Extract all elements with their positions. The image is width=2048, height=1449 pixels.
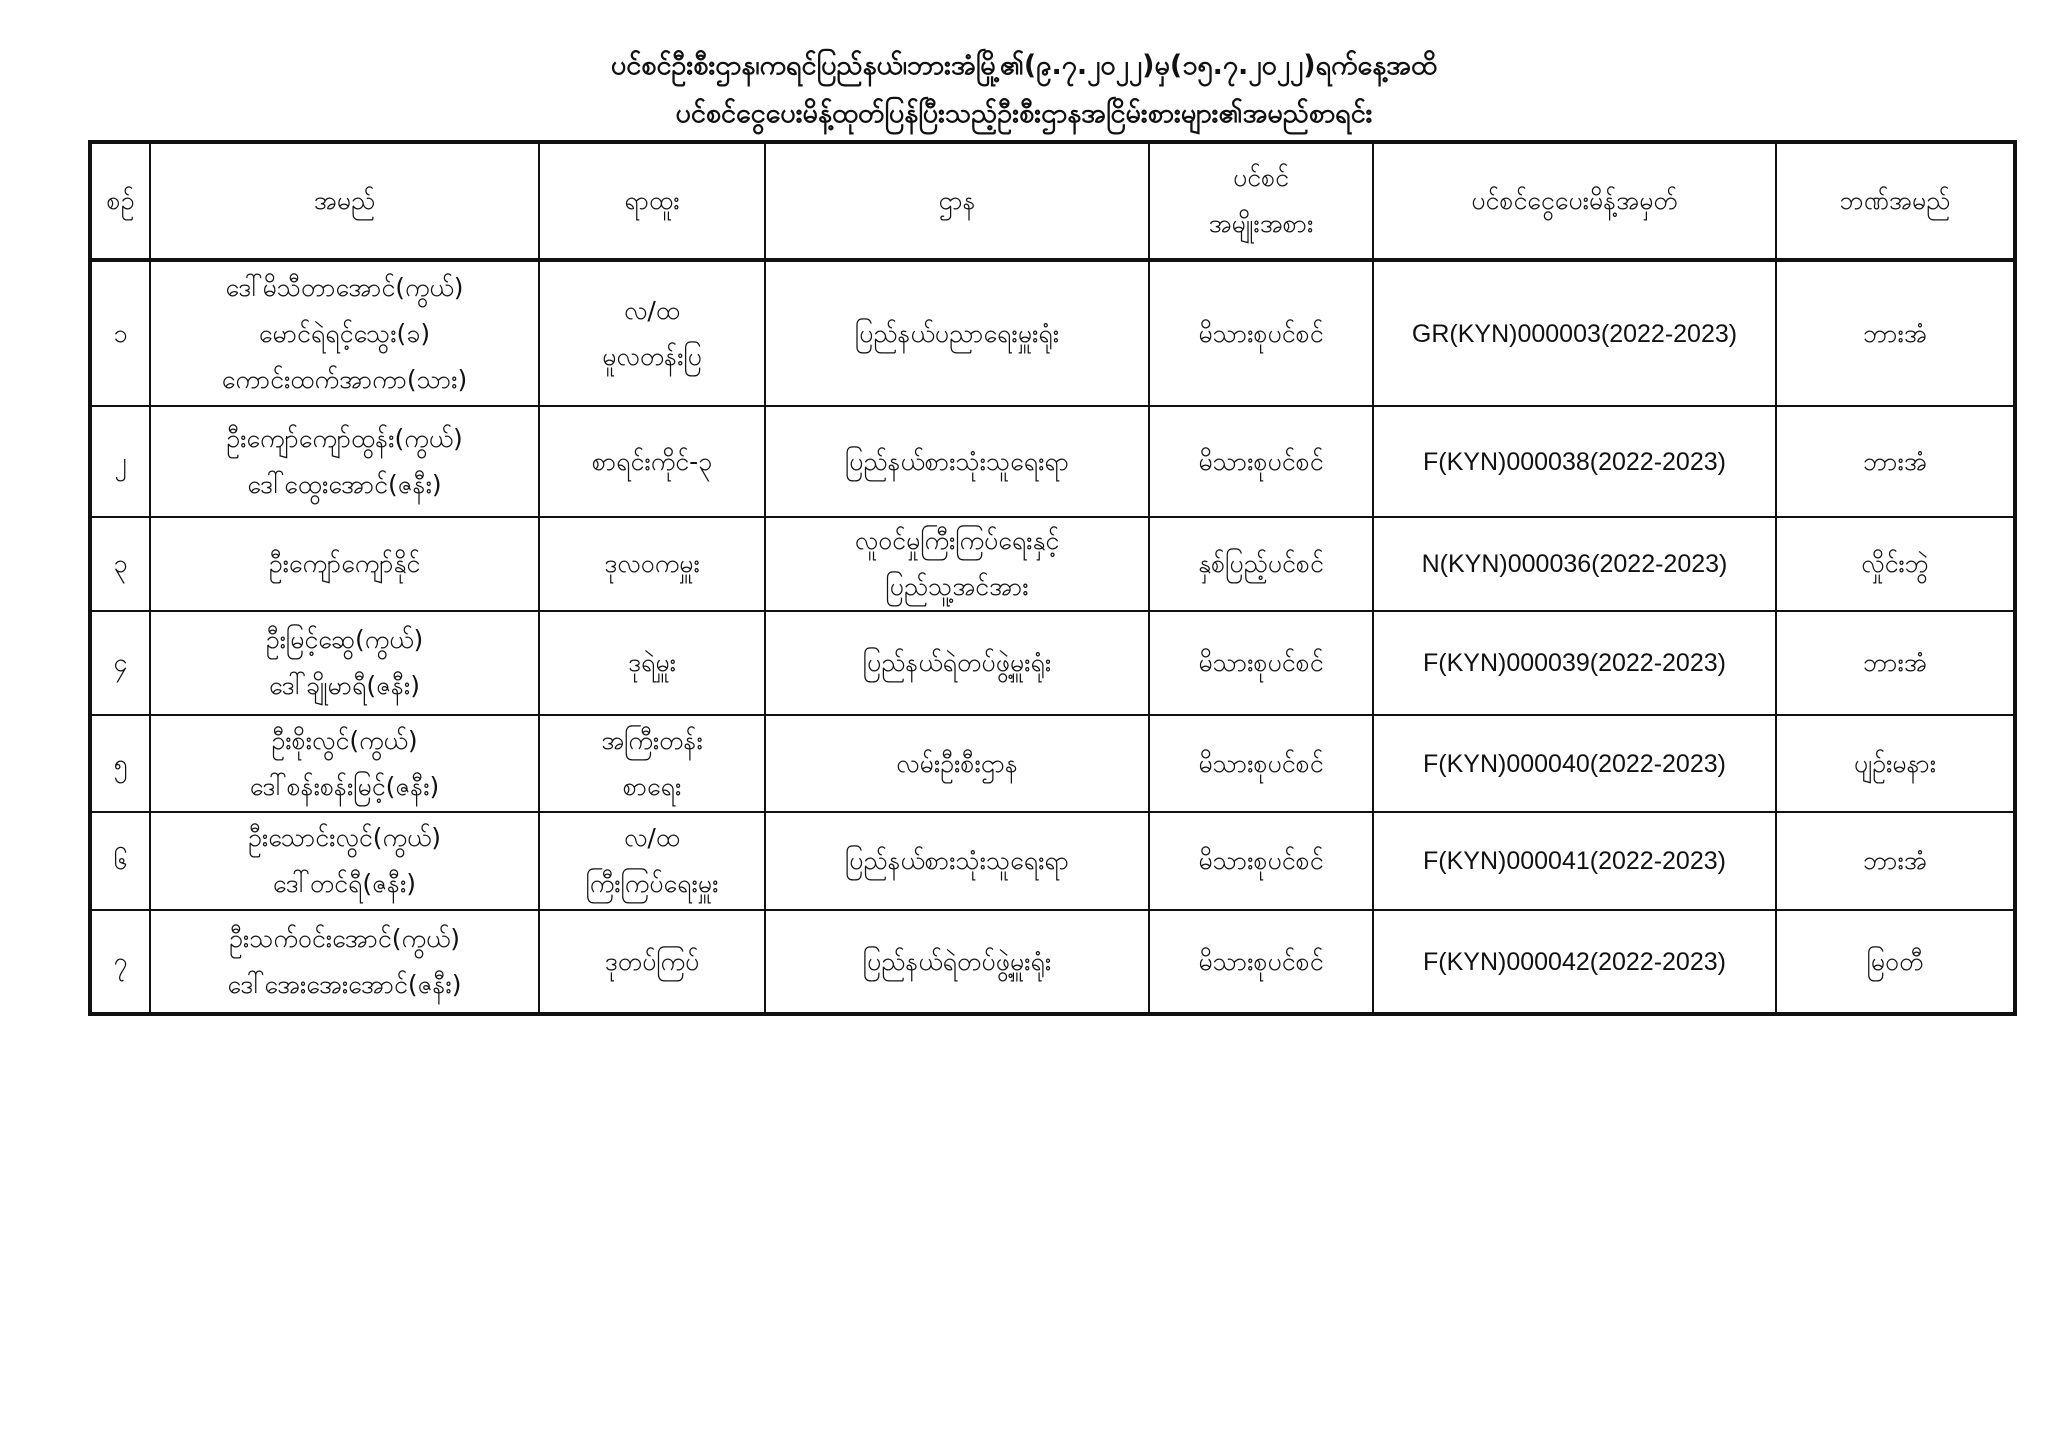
cell-rank: [539, 910, 765, 1014]
cell-name: [150, 910, 539, 1014]
cell-no: ၅: [90, 715, 150, 812]
cell-bank: ဘားအံ: [1776, 406, 2015, 517]
header-pension-type-line-1: ပင်စင်: [1232, 163, 1290, 192]
cell-name-line: ဦးသက်ဝင်းအောင်(ကွယ်): [228, 923, 461, 953]
cell-no: ၆: [90, 812, 150, 910]
cell-department: [765, 910, 1149, 1014]
cell-name: [150, 406, 539, 517]
cell-bank: လှိုင်းဘွဲ: [1776, 517, 2015, 611]
cell-department-line: ပြည်နယ်စားသုံးသူရေးရာ: [844, 446, 1070, 476]
cell-order-no: F(KYN)000039(2022-2023): [1373, 611, 1776, 715]
header-pension-type: [1149, 142, 1373, 260]
header-order-no: ပင်စင်ငွေပေးမိန့်အမှတ်: [1373, 142, 1776, 260]
table-row: [90, 910, 2015, 1014]
cell-pension-type: မိသားစုပင်စင်: [1149, 715, 1373, 812]
cell-rank-line: ဒုတပ်ကြပ်: [604, 946, 700, 976]
cell-department-line: ပြည်နယ်ပညာရေးမှူးရုံး: [854, 318, 1060, 348]
cell-name-line: ဒေါ်အေးအေးအောင်(ဇနီး): [227, 969, 462, 999]
table-row: [90, 715, 2015, 812]
cell-name-line: ကောင်းထက်အာကာ(သား): [221, 364, 468, 394]
cell-name-line: ဒေါ်စန်းစန်းမြင့်(ဇနီး): [249, 771, 440, 801]
cell-rank-line: စာရင်းကိုင်-၃: [591, 446, 713, 476]
document-title-line-1: ပင်စင်ဦးစီးဌာန၊ကရင်ပြည်နယ်၊ဘားအံမြို့၏(၉.၇.၂၀၂၂)မှ(၁၅.၇.၂၀၂၂)ရက်နေ့အထိ: [610, 50, 1438, 81]
cell-department-line: လူဝင်မှုကြီးကြပ်ရေးနှင့်: [854, 526, 1060, 555]
table-row: [90, 406, 2015, 517]
cell-rank-line: ကြီးကြပ်ရေးမှူး: [585, 869, 719, 898]
cell-rank: [539, 406, 765, 517]
cell-rank: [539, 715, 765, 812]
cell-rank-line: အကြီးတန်း: [601, 725, 703, 755]
cell-order-no: F(KYN)000038(2022-2023): [1373, 406, 1776, 517]
cell-no: ၂: [90, 406, 150, 517]
cell-rank-line: မူလတန်းပြ: [602, 341, 702, 371]
cell-name: [150, 611, 539, 715]
cell-order-no: F(KYN)000042(2022-2023): [1373, 910, 1776, 1014]
cell-pension-type: မိသားစုပင်စင်: [1149, 611, 1373, 715]
cell-pension-type: မိသားစုပင်စင်: [1149, 910, 1373, 1014]
cell-bank: ပျဉ်းမနား: [1776, 715, 2015, 812]
cell-department-line: ပြည်သူ့အင်အား: [885, 572, 1029, 601]
cell-rank: [539, 812, 765, 910]
cell-bank: ဘားအံ: [1776, 812, 2015, 910]
cell-pension-type: မိသားစုပင်စင်: [1149, 406, 1373, 517]
cell-name-line: မောင်ရဲရင့်သွေး(ခ): [258, 318, 431, 348]
cell-bank: ဘားအံ: [1776, 260, 2015, 406]
cell-rank-line: လ/ထ: [623, 295, 681, 325]
cell-order-no: F(KYN)000040(2022-2023): [1373, 715, 1776, 812]
cell-department: [765, 517, 1149, 611]
header-no: စဉ်: [90, 142, 150, 260]
cell-rank: [539, 260, 765, 406]
cell-department: [765, 260, 1149, 406]
table-header-row: [90, 142, 2015, 260]
cell-name: [150, 260, 539, 406]
cell-department-line: ပြည်နယ်ရဲတပ်ဖွဲ့မှူးရုံး: [862, 648, 1052, 677]
cell-rank: [539, 611, 765, 715]
cell-bank: မြဝတီ: [1776, 910, 2015, 1014]
header-name: အမည်: [150, 142, 539, 260]
cell-no: ၄: [90, 611, 150, 715]
cell-name-line: ဦးသောင်းလွင်(ကွယ်): [247, 823, 442, 852]
table-row: [90, 517, 2015, 611]
cell-rank-line: လ/ထ: [623, 823, 681, 852]
cell-department-line: လမ်းဦးစီးဌာန: [896, 748, 1018, 778]
cell-rank: [539, 517, 765, 611]
cell-rank-line: ဒုလဝကမှူး: [604, 549, 700, 578]
cell-name-line: ဒေါ်ထွေးအောင်(ဇနီး): [247, 469, 442, 499]
cell-name-line: ဒေါ်ချိုမာရီ(ဇနီး): [268, 671, 421, 700]
table-row: [90, 611, 2015, 715]
cell-department: [765, 611, 1149, 715]
cell-bank: ဘားအံ: [1776, 611, 2015, 715]
header-pension-type-line-2: အမျိုးအစား: [1208, 209, 1314, 238]
cell-name-line: ဦးမြင့်ဆွေ(ကွယ်): [265, 625, 424, 654]
cell-no: ၇: [90, 910, 150, 1014]
cell-name: [150, 715, 539, 812]
cell-rank-line: စာရေး: [622, 771, 682, 801]
pension-table: [88, 140, 2017, 1016]
cell-rank-line: ဒုရဲမှူး: [627, 648, 677, 677]
table-row: [90, 812, 2015, 910]
cell-name: [150, 812, 539, 910]
cell-no: ၁: [90, 260, 150, 406]
cell-department-line: ပြည်နယ်ရဲတပ်ဖွဲ့မှူးရုံး: [862, 946, 1052, 976]
cell-name: [150, 517, 539, 611]
cell-order-no: F(KYN)000041(2022-2023): [1373, 812, 1776, 910]
cell-pension-type: မိသားစုပင်စင်: [1149, 260, 1373, 406]
header-department: ဌာန: [765, 142, 1149, 260]
cell-no: ၃: [90, 517, 150, 611]
cell-department: [765, 715, 1149, 812]
cell-name-line: ဦးကျော်ကျော်ထွန်း(ကွယ်): [226, 423, 463, 453]
cell-name-line: ဒေါ်တင်ရီ(ဇနီး): [272, 869, 417, 898]
cell-department-line: ပြည်နယ်စားသုံးသူရေးရာ: [844, 846, 1070, 875]
cell-pension-type: မိသားစုပင်စင်: [1149, 812, 1373, 910]
cell-name-line: ဦးစိုးလွင်(ကွယ်): [271, 725, 418, 755]
header-rank: ရာထူး: [539, 142, 765, 260]
header-bank: ဘဏ်အမည်: [1776, 142, 2015, 260]
cell-department: [765, 406, 1149, 517]
cell-order-no: N(KYN)000036(2022-2023): [1373, 517, 1776, 611]
table-row: [90, 260, 2015, 406]
cell-order-no: GR(KYN)000003(2022-2023): [1373, 260, 1776, 406]
cell-pension-type: နှစ်ပြည့်ပင်စင်: [1149, 517, 1373, 611]
cell-name-line: ဒေါ်မိသီတာအောင်(ကွယ်): [225, 272, 464, 302]
document-title-line-2: ပင်စင်ငွေပေးမိန့်ထုတ်ပြန်ပြီးသည့်ဦးစီးဌာနအငြိမ်းစားများ၏အမည်စာရင်း: [675, 98, 1373, 129]
cell-name-line: ဦးကျော်ကျော်နိုင်: [268, 549, 421, 578]
cell-department: [765, 812, 1149, 910]
